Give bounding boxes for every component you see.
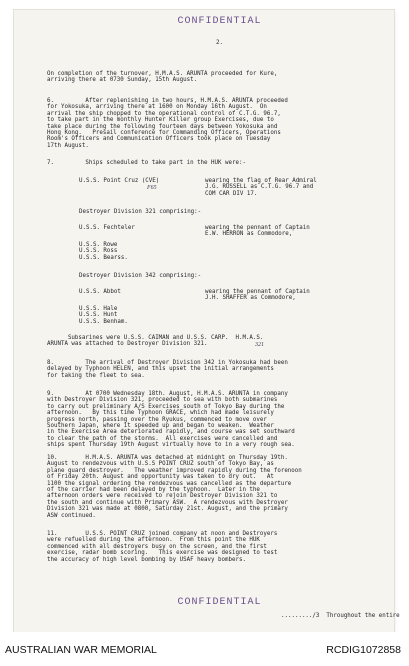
continuation-marker: ........./3 Throughout the entire xyxy=(281,613,400,619)
ship-point-cruz: U.S.S. Point Cruz (CVE) xyxy=(79,178,160,184)
division-321-ships: U.S.S. Rowe U.S.S. Ross U.S.S. Bearss. xyxy=(79,242,128,261)
ship-point-cruz-note: wearing the flag of Rear Admiral J.G. RUSSELL as C.T.G. 96.7 and COM CAR DIV 17. xyxy=(205,178,317,197)
ship-abbot-note: wearing the pennant of Captain J.H. SHAFFER as Commodore, xyxy=(205,289,310,302)
intro-paragraph: On completion of the turnover, H.M.A.S. ARUNTA proceeded for Kure, arriving there at 0730 Sunday, 15th August. xyxy=(47,71,278,84)
ship-fechteler-note: wearing the pennant of Captain E.W. HERRON as Commodore, xyxy=(205,225,310,238)
handwritten-division-note: 321 xyxy=(255,342,264,348)
record-id: RCDIG1072858 xyxy=(326,644,401,656)
handwritten-cve-note: F65 xyxy=(147,185,157,191)
submarines-paragraph: Subsarines were U.S.S. CAIMAN and U.S.S. CARP. H.M.A.S. ARUNTA was attached to Destroyer Division 321. xyxy=(47,335,264,348)
division-342-ships: U.S.S. Hale U.S.S. Hunt U.S.S. Benham. xyxy=(79,306,128,325)
paragraph-7: 7. Ships scheduled to take part in the HUK were:- xyxy=(47,160,246,166)
paragraph-11: 11. U.S.S. POINT CRUZ joined company at noon and Destroyers were refuelled during the afternoon. From this point the HUK commenced with all destroyers busy on the screen, and the first exercise, radar bomb scoring. This exercise was designed to test the accuracy of high level bombing by USAF heavy bombers. xyxy=(47,531,278,563)
destroyer-division-342-heading: Destroyer Division 342 comprising:- xyxy=(79,273,202,279)
ship-abbot: U.S.S. Abbot xyxy=(79,289,121,295)
page-number: 2. xyxy=(216,40,223,46)
document-page xyxy=(14,10,400,632)
paragraph-9: 9. At 0700 Wednesday 18th. August, H.M.A.S. ARUNTA in company with Destroyer Division 321, proceeded to sea with both submarines to carry out preliminary A/S Exercises south of Tokyo Bay during the afternoon. By this time Typhoon GRACE, which had made leisurely progress north, passing over the Ryukus, commenced to move over Southern Japan, where it speeded up and began to weaken. Weather in the Exercise Area deteriorated rapidly, and course was set southward to clear the path of the storms. All exercises were cancelled and ships spent Thursday 19th August virtually hove to in a very rough sea. xyxy=(47,391,295,449)
institution-label: AUSTRALIAN WAR MEMORIAL xyxy=(5,644,157,656)
classification-stamp-bottom: CONFIDENTIAL xyxy=(177,597,262,608)
paragraph-10: 10. H.M.A.S. ARUNTA was detached at midnight on Thursday 19th. August to rendezvous with U.S.S POINT CRUZ south of Tokyo Bay, as plane guard destroyer. The weather improved rapidly during the forenoon of Friday 20th. August and opportunity was taken to dry out. At 1100 the signal ordering the rendezvous was cancelled as the departure of the carrier had been delayed by the typhoon. Later in the afternoon orders were received to rejoin Destroyer Division 321 to the south and continue with Primary ASW. A rendezvous with Destroyer Division 321 was made at 0800, Saturday 21st. August, and the primary ASW continued. xyxy=(47,455,302,519)
archive-footer xyxy=(0,632,409,666)
paragraph-8: 8. The arrival of Destroyer Division 342 in Yokosuka had been delayed by Typhoon HELEN, and this upset the initial arrangements for taking the fleet to sea. xyxy=(47,360,288,379)
paragraph-6: 6. After replenishing in two hours, H.M.A.S. ARUNTA proceeded for Yokosuka, arriving there at 1600 on Monday 16th August. On arrival the ship chopped to the operational control of C.T.G. 96.7, to take part in the monthly Hunter Killer group Exercises, due to take place during the following fourteen days between Yokosuka and Hong Kong. Presail conference for Commanding Officers, Operations Room's Officers and Communication Officers took place on Tuesday 17th August. xyxy=(47,98,288,149)
classification-stamp-top: CONFIDENTIAL xyxy=(177,16,262,27)
ship-fechteler: U.S.S. Fechteler xyxy=(79,225,135,231)
destroyer-division-321-heading: Destroyer Division 321 comprising:- xyxy=(79,209,202,215)
